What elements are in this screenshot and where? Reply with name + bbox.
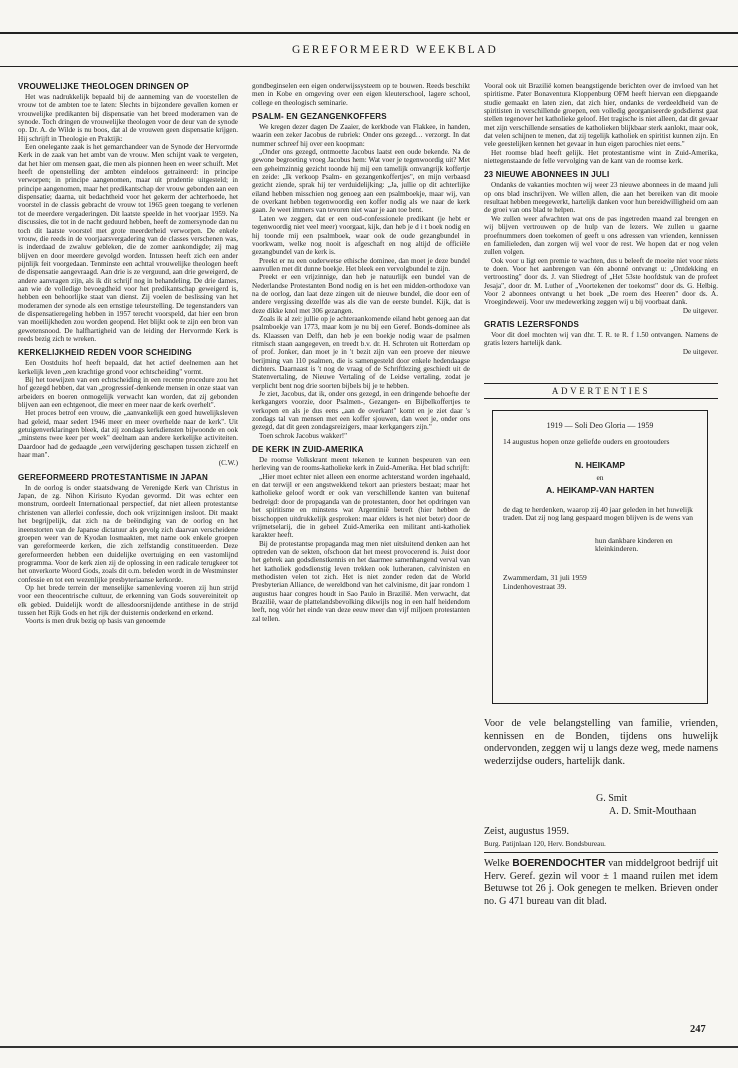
paragraph: Ondanks de vakanties mochten wij weer 23 nieuwe abonnees in de maand juli op ons blad inschrijven. We willen allen, die aan het bereiken van dit mooie resultaat hebben meegewerkt, hartelijk danken voor hun bereidwilligheid om aan de groei van ons blad te helpen. xyxy=(484,181,718,215)
paragraph: „Hier moet echter niet alleen een enorme achterstand worden ingehaald, en dat terwijl er een angstwekkend tekort aan priesters bestaat; maar het katholieke geloof wordt er ook van verschillende kanten van buitenaf bedreigd: door de propaganda van de protestanten, door het opdringen van het spiritisme en minstens wat Argentinië betreft (hier hebben de bisschoppen uitdrukkelijk gesproken: maar elders is het niet beter) door de vrijmetselarij, die in geheel Zuid-Amerika een militant anti-katholiek karakter heeft. xyxy=(252,472,470,540)
section-title: VROUWELIJKE THEOLOGEN DRINGEN OP xyxy=(18,82,189,91)
paragraph: Bij de protestantse propaganda mag men niet uitsluitend denken aan het optreden van de sekten, ofschoon dat het meest provocerend is. Juist door het gebrek aan godsdienstkennis en het daarmee samenhangend verval van het katholiek godsdienstig leven trekken ook lutheranen, calvinisten en methodisten velen tot zich. Het is niet zonder reden dat de World Presbyterian Alliance, de wereldbond van het calvinisme, dit jaar rondom 1 augustus haar congres houdt in Sao Paulo in Brazilië. Men verwacht, dat Brazilië, waar de plattelandsbevolking dikwijls nog in een half heidendom leeft, nog vóór het einde van deze eeuw meer dan vijf miljoen protestanten zal tellen. xyxy=(252,539,470,623)
paragraph: Ook voor u ligt een premie te wachten, dus u beleeft de moeite niet voor niets te doen. Voor het aanbrengen van één abonné ontvangt u: „Ontdekking en vertroosting" door ds. J. van Sliedregt of „Het 53ste hoofdstuk van de profeet Jesaja", door dr. M. Luther of „Voortekenen der toekomst" door ds. G. Helbig. Voor 2 abonnees ontvangt u het boek „De roem des Heeren" door ds. A. Vroegindeweij. Voor uw medewerking zeggen wij u bij voorbaat dank. xyxy=(484,256,718,307)
paragraph: We kregen dezer dagen De Zaaier, de kerkbode van Flakkee, in handen, waarin een zeker Jacobus de rubriek: Onder ons gezegd… verzorgt. In dat nummer schreef hij over een koopman: xyxy=(252,123,470,148)
signer: G. Smit xyxy=(596,793,628,804)
section-title: 23 NIEUWE ABONNEES IN JULI xyxy=(484,170,610,180)
announcement-text: de dag te herdenken, waarop zij 40 jaar geleden in het huwelijk traden. Dat zij nog lang gespaard mogen blijven is de wens van xyxy=(503,504,693,523)
conjunction: en xyxy=(596,472,604,482)
paragraph: Een onelegante zaak is het gemarchandeer van de Synode der Hervormde Kerk in de zaak van het ambt van de vrouw. Men schijnt vaak te vergeten, dat het hier om mensen gaat, die men als pionnen heen en weer schuift. Met heeft de openstelling der ambten eindeloos getraineerd: in principe verworpen; in principe aangenomen, maar uit prudentie uitgesteld; in principe aangenomen, maar het predikantschap der vrouw gebonden aan een dispensatie; daarna, uit bedachtheid voor het gekerm der achterhoede, het voorstel in de classis gebracht de vrouw tot 1965 geen toegang te verlenen tot de meerdere vergaderingen. Dit laatste speelde in het voorjaar 1959. Na discussies, die tot in de nacht geduurd hebben, heeft de zomersynode dan nu toch dit laatste voorstel met grote meerderheid verworpen. De enkele vrouw, die reeds in de voorjaarsvergadering van de classes verschenen was, is inderdaad de zwaluw gebleken, die de zomer aankondigde; zij mag blijven en door meerdere gevolgd worden. Intussen heeft zich een ander pijnlijk feit voorgedaan. Tenminste een achttal vrouwelijke theologen heeft de dispensatie aangevraagd. Aan drie is ze verguund, aan drie geweigerd, de andere aanvragen zijn, als ik dit schrijf nog in behandeling. De drie dames, aan wie de volledige bevoegdheid voor het predikantschap geweigerd is, hebben een behoorlijke staat van dienst. Zij voelen de beslissing van het moderamen der synode als een ernstige teleurstelling. De tegenstanders van de dispensatieregeling hebben in 1957 terecht voorspeld, dat hier een bron van moeilijkheden zou worden geopend. Het blijkt ook te zijn een bron van gewetensnood. De halfhartigheid van de leiding der Hervormde Kerk is reeds bezig zich te wreken. xyxy=(18,143,238,343)
header-rule xyxy=(0,66,738,67)
signature: (C.W.) xyxy=(218,459,238,468)
page-number: 247 xyxy=(690,1024,706,1035)
paragraph: „Onder ons gezegd, ontmoette Jacobus laatst een oude bekende. Na de gewone begroeting vroeg Jacobus hem: Wat voer je tegenwoordig uit? Met een geheimzinnig gezicht toonde hij mij een tamelijk omvangrijk koffertje en zeide: „Ik verkoop Psalm- en gezangenkoffertjes", en mijn verbaasd gezicht ziende, sprak hij ter verduidelijking: „Ja, jullie op dit achterlijke eiland hebben misschien nog genoeg aan een psalmboekje, maar wij, van de overkant hebben tegenwoordig een koffer nodig als we naar de kerk gaan. Je weet immers van tevoren niet waar je aan toe bent. xyxy=(252,148,470,215)
divider xyxy=(484,852,718,853)
column-3 xyxy=(484,82,718,382)
bottom-rule xyxy=(0,1046,738,1048)
section-title: GEREFORMEERD PROTESTANTISME IN JAPAN xyxy=(18,472,209,482)
paragraph: Voor dit doel mochten wij van dhr. T. R. te R. f 1.50 ontvangen. Namens de gratis lezers hartelijk dank. xyxy=(484,330,718,348)
section-title: PSALM- EN GEZANGENKOFFERS xyxy=(252,112,387,122)
paragraph: gondbeginselen een eigen onderwijssysteem op te bouwen. Reeds beschikt men in Kobe en omgeving over een eigen kleuterschool, lagere school, college en theologisch seminarie. xyxy=(252,82,470,107)
section-title: KERKELIJKHEID REDEN VOOR SCHEIDING xyxy=(18,348,192,358)
paragraph: Preekt er nu een ouderwetse ethische dominee, dan moet je deze bundel aanvullen met dit dunne boekje. Het bleek een vervolgbundel te zijn. xyxy=(252,256,470,273)
soli-deo-gloria-line: 1919 — Soli Deo Gloria — 1959 xyxy=(546,421,654,430)
paragraph: In de oorlog is onder staatsdwang de Verenigde Kerk van Christus in Japan, de zg. Nihon Kirisuto Kyodan gevormd. Dit was echter een monstrum, oordeelt Internationaal perspectief, dat niet alleen protestantse christenen van allerlei confessie, doch ook vrijzinnigen insloot. Dit maakt het begrijpelijk, dat zich na de beëindiging van de oorlog en het ineenstorten van de Japanse dictatuur als gevolg zich daarvan verscheidene groepen weer van de Kyodan losmaakten, met name ook enkele groepen van gereformeerde kerken, die zich zelfstandig constitueerden. Deze gereformeerden hebben een duidelijke overtuiging en een vastomlijnd programma. Voor de kerk zien zij de oplossing in een radicale terugkeer tot het onverkorte Woord Gods, zoals dit o.m. beleden wordt in de Westminster confessie en tot een wezenlijke presbyteriaanse kerkorde. xyxy=(18,483,238,584)
paragraph: Het proces betrof een vrouw, die „aanvankelijk een goed huwelijksleven had geleid, maar sedert 1946 meer en meer overhelde naar de kerk". Uit getuigenverklaringen bleek, dat zij zondags kerkdiensten bijwoonde en ook „minstens twee keer per week" deelnam aan andere kerkelijke activiteiten. Daardoor had de gedaagde „een verwijdering geschapen tussen zichzelf en haar man". xyxy=(18,409,238,460)
announcement-signoff: hun dankbare kinderen en kleinkinderen. xyxy=(595,535,673,554)
paragraph: Laten we zeggen, dat er een oud-confessionele predikant (je hebt er tegenwoordig niet veel meer) voorgaat, kijk, dan heb je d i t boek nodig en hij toonde mij een psalmboek, waar ook de oude gezangbundel in voorkwam, welke nog nooit is afgeschaft en nog altijd de officiële gezangbundel van de kerk is. xyxy=(252,214,470,257)
paragraph: Het was nadrukkelijk bepaald bij de aanneming van de voorstellen de vrouw tot de ambten toe te laten: Slechts in bijzondere gevallen komen er vrouwelijke predikanten bij dispensatie van het breed moderamen van de synode. Toch dringen de vrouwelijke theologen voor de deur van de synode op. Dr. A. de Wilde is nu boos, dat al de vrouwen geen dispensatie krijgen. Hij schrijft in Theologie en Praktijk: xyxy=(18,93,238,143)
paragraph: Zoals ik al zei: jullie op je achteraankomende eiland hebt genoeg aan dat psalmboekje van 1773, maar kom je nu bij een Geref. Bonds-dominee als ds. Klaassen van Delft, dan heb je een boekje nodig waar de psalmen ritmisch staan aangegeven, en treedt b.v. dr. H. Schroten uit Rotterdam op of prof. Jonker, dan moet je in 't bezit zijn van een proeve der nieuwe berijming van 110 psalmen, die is samengesteld door enkele hedendaagse dichters. Daarnaast is 't nog de vraag of de Schriftlezing geschiedt uit de Statenvertaling, de Nieuwe Vertaling of de Leidse vertaling, zodat je verplicht bent nog drie soorten bijbels bij je te hebben. xyxy=(252,314,470,390)
column-2 xyxy=(252,82,470,1027)
place-date: Zeist, augustus 1959. xyxy=(484,826,569,837)
signers xyxy=(596,793,696,818)
wanted-text: van middelgroot bedrijf uit Herv. Geref. gezin wil voor ± 1 maand ruilen met idem Betuwse tot 26 j. Ook genegen te melken. Brieven onder no. G 471 bureau van dit blad. xyxy=(484,858,718,907)
paragraph: We zullen weer afwachten wat ons de pas ingetreden maand zal brengen en wij blijven vertrouwen op de hulp van de lezers. We zullen u gaarne proefnummers doen toekomen of geeft u ons adressen van vrienden, kennissen en familieleden, dan zorgen wij wel voor de rest. We hopen dat er nog velen zullen volgen. xyxy=(484,214,718,257)
section-title: DE KERK IN ZUID-AMERIKA xyxy=(252,445,364,455)
section-title: GRATIS LEZERSFONDS xyxy=(484,319,580,329)
paragraph: Een Oostduits hof heeft bepaald, dat het actief deelnemen aan het kerkelijk leven „een krachtige grond voor echtscheiding" vormt. xyxy=(18,359,238,376)
announcement-place xyxy=(503,574,697,591)
paragraph: Toen schrok Jacobus wakker!" xyxy=(259,431,348,440)
thank-you-notice: Voor de vele belangstelling van familie, vrienden, kennissen en de Bonden, tijdens ons huwelijk ondervonden, zeggen wij u langs deze weg, mede namens wederzijdse ouders, hartelijk dank. xyxy=(484,718,718,767)
column-1 xyxy=(18,82,238,1027)
paragraph: Preekt er een vrijzinnige, dan heb je natuurlijk een bundel van de Nederlandse Protestanten Bond nodig en is het een midden-orthodoxe van na de oorlog, dan laat deze zingen uit de nieuwe bundel, die door een of andere vergissing dezelfde was als die van de eerste bundel. Kijk, dat is deze dikke knol met 306 gezangen. xyxy=(252,273,470,315)
paragraph: Voorts is men druk bezig op basis van genoemde xyxy=(25,617,166,626)
paragraph: Vooral ook uit Brazilië komen beangstigende berichten over de invloed van het spiritisme. Pater Bonaventura Kloppenburg OFM heeft hiervan een diepgaande studie gemaakt en laten zien, dat zich hier, ondanks de verdeeldheid van de spiritisten in verschillende groepen, een volledig georganiseerde godsdienst gaat stellen tegenover het katholieke geloof. Het tragische is niet alleen, dat dit gevaar met zijn verschillende sensaties de katholieken blijkbaar sterk aanlokt, maar ook, dat velen schijnen te menen, dat zij tegelijk katholiek en spiritist kunnen zijn. En vele geestelijken kennen het gevaar in hun eigen parochies niet eens." xyxy=(484,82,718,149)
anniversary-announcement xyxy=(492,410,708,704)
place-date: Zwammerdam, 31 juli 1959 xyxy=(503,572,587,582)
signature: De uitgever. xyxy=(682,347,718,356)
wanted-ad xyxy=(484,858,718,908)
wanted-prefix: Welke xyxy=(484,858,510,869)
husband-name: N. HEIKAMP xyxy=(574,459,626,470)
paragraph: Je ziet, Jacobus, dat ik, onder ons gezegd, in een dringende behoefte der kerkgangers voorzie, door Psalmen-, Gezangen- en Bijbelkoffertjes te verkopen en als je dus eens „aan de overkant" komt en je ziet daar 's zondags tal van mensen met een koffer sjouwen, dan weet je, onder ons gezegd, dat dit geen zondagsreizigers, maar kerkgangers zijn." xyxy=(252,390,470,432)
signer: A. D. Smit-Mouthaan xyxy=(609,805,697,817)
signature: De uitgever. xyxy=(682,306,718,315)
paragraph: Het roomse blad heeft gelijk. Het protestantisme wint in Zuid-Amerika, niettegenstaande de felle vervolging van de kant van de roomse kerk. xyxy=(484,148,718,166)
top-rule xyxy=(0,32,738,34)
paragraph: Op het brede terrein der menselijke samenleving voeren zij hun strijd voor een theocentrische cultuur, de erkenning van Gods souvereiniteit op elk gebied. Duidelijk wordt de allesdoorsnijdende antithese in de strijd tussen het Rijk Gods en het rijk der duisternis onderkend en erkend. xyxy=(18,583,238,617)
wife-name: A. HEIKAMP-VAN HARTEN xyxy=(546,484,654,495)
advertenties-heading: ADVERTENTIES xyxy=(484,383,718,399)
announcement-intro: 14 augustus hopen onze geliefde ouders en grootouders xyxy=(503,437,670,446)
address: Burg. Patijnlaan 120, Herv. Bondsbureau. xyxy=(484,839,606,848)
paragraph: De roomse Volkskrant meent tekenen te kunnen bespeuren van een herleving van de rooms-katholieke kerk in Zuid-Amerika. Het blad schrijft: xyxy=(252,456,470,473)
paragraph: Bij het toewijzen van een echtscheiding in een recente procedure zou het hof gezegd hebben, dat van „progressief-denkende mensen in onze staat van arbeiders en boeren onmogelijk verwacht kan worden, dat zij gebonden blijven aan een echtgenoot, die meer en meer naar de kerk overhelt". xyxy=(18,376,238,410)
page-header: GEREFORMEERD WEEKBLAD xyxy=(291,44,499,56)
address: Lindenhovestraat 39. xyxy=(503,581,567,591)
wanted-keyword: BOERENDOCHTER xyxy=(512,858,606,869)
